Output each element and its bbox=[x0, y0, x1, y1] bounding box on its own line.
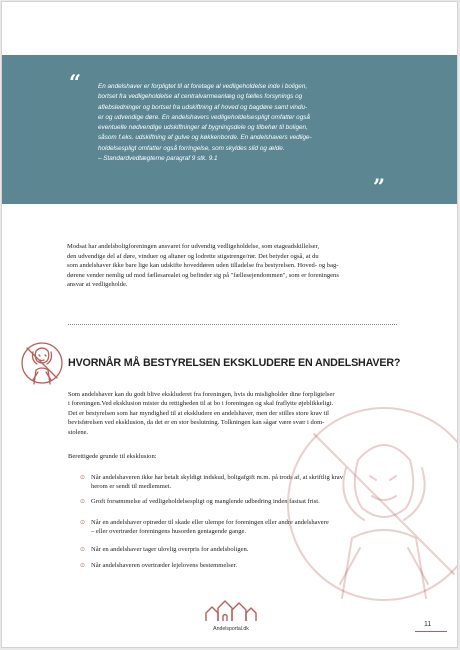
list-item-text: Når en andelshaver optræder til skade eller ulempe for foreningen eller andre andelshavere – eller overtræder foreningens husorden gentagende gange. bbox=[91, 518, 329, 535]
exclusion-paragraph: Som andelshaver kan du godt blive ekskluderet fra foreningen, hvis du misligholder dine forpligtelser i foreningen.Ved eksklusion mister du rettigheden til at bo i foreningen og skal fraflytte øjeblikkeligt. Det er bestyrelsen som har myndighed til at ekskludere en andelshaver, men der stilles store krav til bevisførelsen ved eksklusion, da det er en stor beslutning. Tolkningen kan sågar være svær i dom- stolene. bbox=[68, 391, 335, 436]
bullet-icon: ⊙ bbox=[80, 562, 86, 570]
watermark-seal-icon bbox=[284, 402, 458, 602]
dotted-divider bbox=[68, 324, 397, 325]
no-person-icon bbox=[19, 336, 65, 390]
section-heading: HVORNÅR MÅ BESTYRELSEN EKSKLUDERE EN ANDELSHAVER? bbox=[68, 357, 401, 369]
bullet-icon: ⊙ bbox=[80, 474, 86, 481]
list-item-text: Groft forsømmelse af vedligeholdelsespligt og manglende udbedring inden fastsat frist. bbox=[91, 498, 320, 506]
document-page bbox=[1, 1, 458, 648]
intro-paragraph: Modsat har andelsboligforeningen ansvaret for udvendig vedligeholdelse, som etageadskillelser, den udvendige del af døre, vinduer og altaner og lodrette stigstrenge/rør. Det betyder også, at du som andelshaver ikke bare lige kan udskifte hoveddøren uden tilladelse fra bestyrelsen. Hoved- og bag- dørene vender nemlig ud mod fællesarealet og befinder sig på "fællesejendommen", som er foreningens ansvar at vedligeholde. bbox=[67, 243, 339, 289]
list-item-text: Når andelshaveren overtræder lejelovens bestemmelser. bbox=[91, 562, 237, 570]
logo-text: Andelsportal.dk bbox=[213, 626, 249, 632]
list-item-text: Når andelshaveren ikke har betalt skyldigt indskud, boligafgift m.m. på trods af, at skriftlig krav herom er sendt til medlemmet. bbox=[91, 474, 343, 491]
footer-rule bbox=[415, 631, 447, 632]
close-quote-mark: ” bbox=[373, 174, 386, 199]
list-item-text: Når en andelshaver tager ulovlig overpris for andelsboligen. bbox=[91, 546, 249, 554]
reasons-label: Berettigede grunde til eksklusion: bbox=[68, 453, 157, 460]
bullet-icon: ⊙ bbox=[80, 546, 86, 554]
open-quote-mark: “ bbox=[69, 70, 82, 95]
quote-band bbox=[2, 55, 457, 204]
bullet-icon: ⊙ bbox=[80, 518, 86, 526]
quote-text: En andelshaver er forpligtet til at foretage al vedligeholdelse inde i boligen, bortset fra vedligeholdelse af centralvarmeanlæg og fælles forsynings og aflebsledninger og bortset fra udskiftning af hoved og bagdøre samt vindu- er og udvendige døre. En andelshavers vedligeholdelsespligt omfatter også eventuelle nødvendige udskiftninger af bygningsdele og tilbehør til boligen, såsom f.eks. udskiftning af gulve og køkkenborde. En andelshavers vedlige- holdelsespligt omfatter også forringelse, som skyldes slid og ælde. – Standardvedtægterne paragraf 9 stk. 9.1 bbox=[98, 83, 312, 162]
andelsportal-logo bbox=[202, 597, 260, 633]
bullet-icon: ⊙ bbox=[80, 498, 86, 506]
page-number: 11 bbox=[424, 621, 432, 628]
